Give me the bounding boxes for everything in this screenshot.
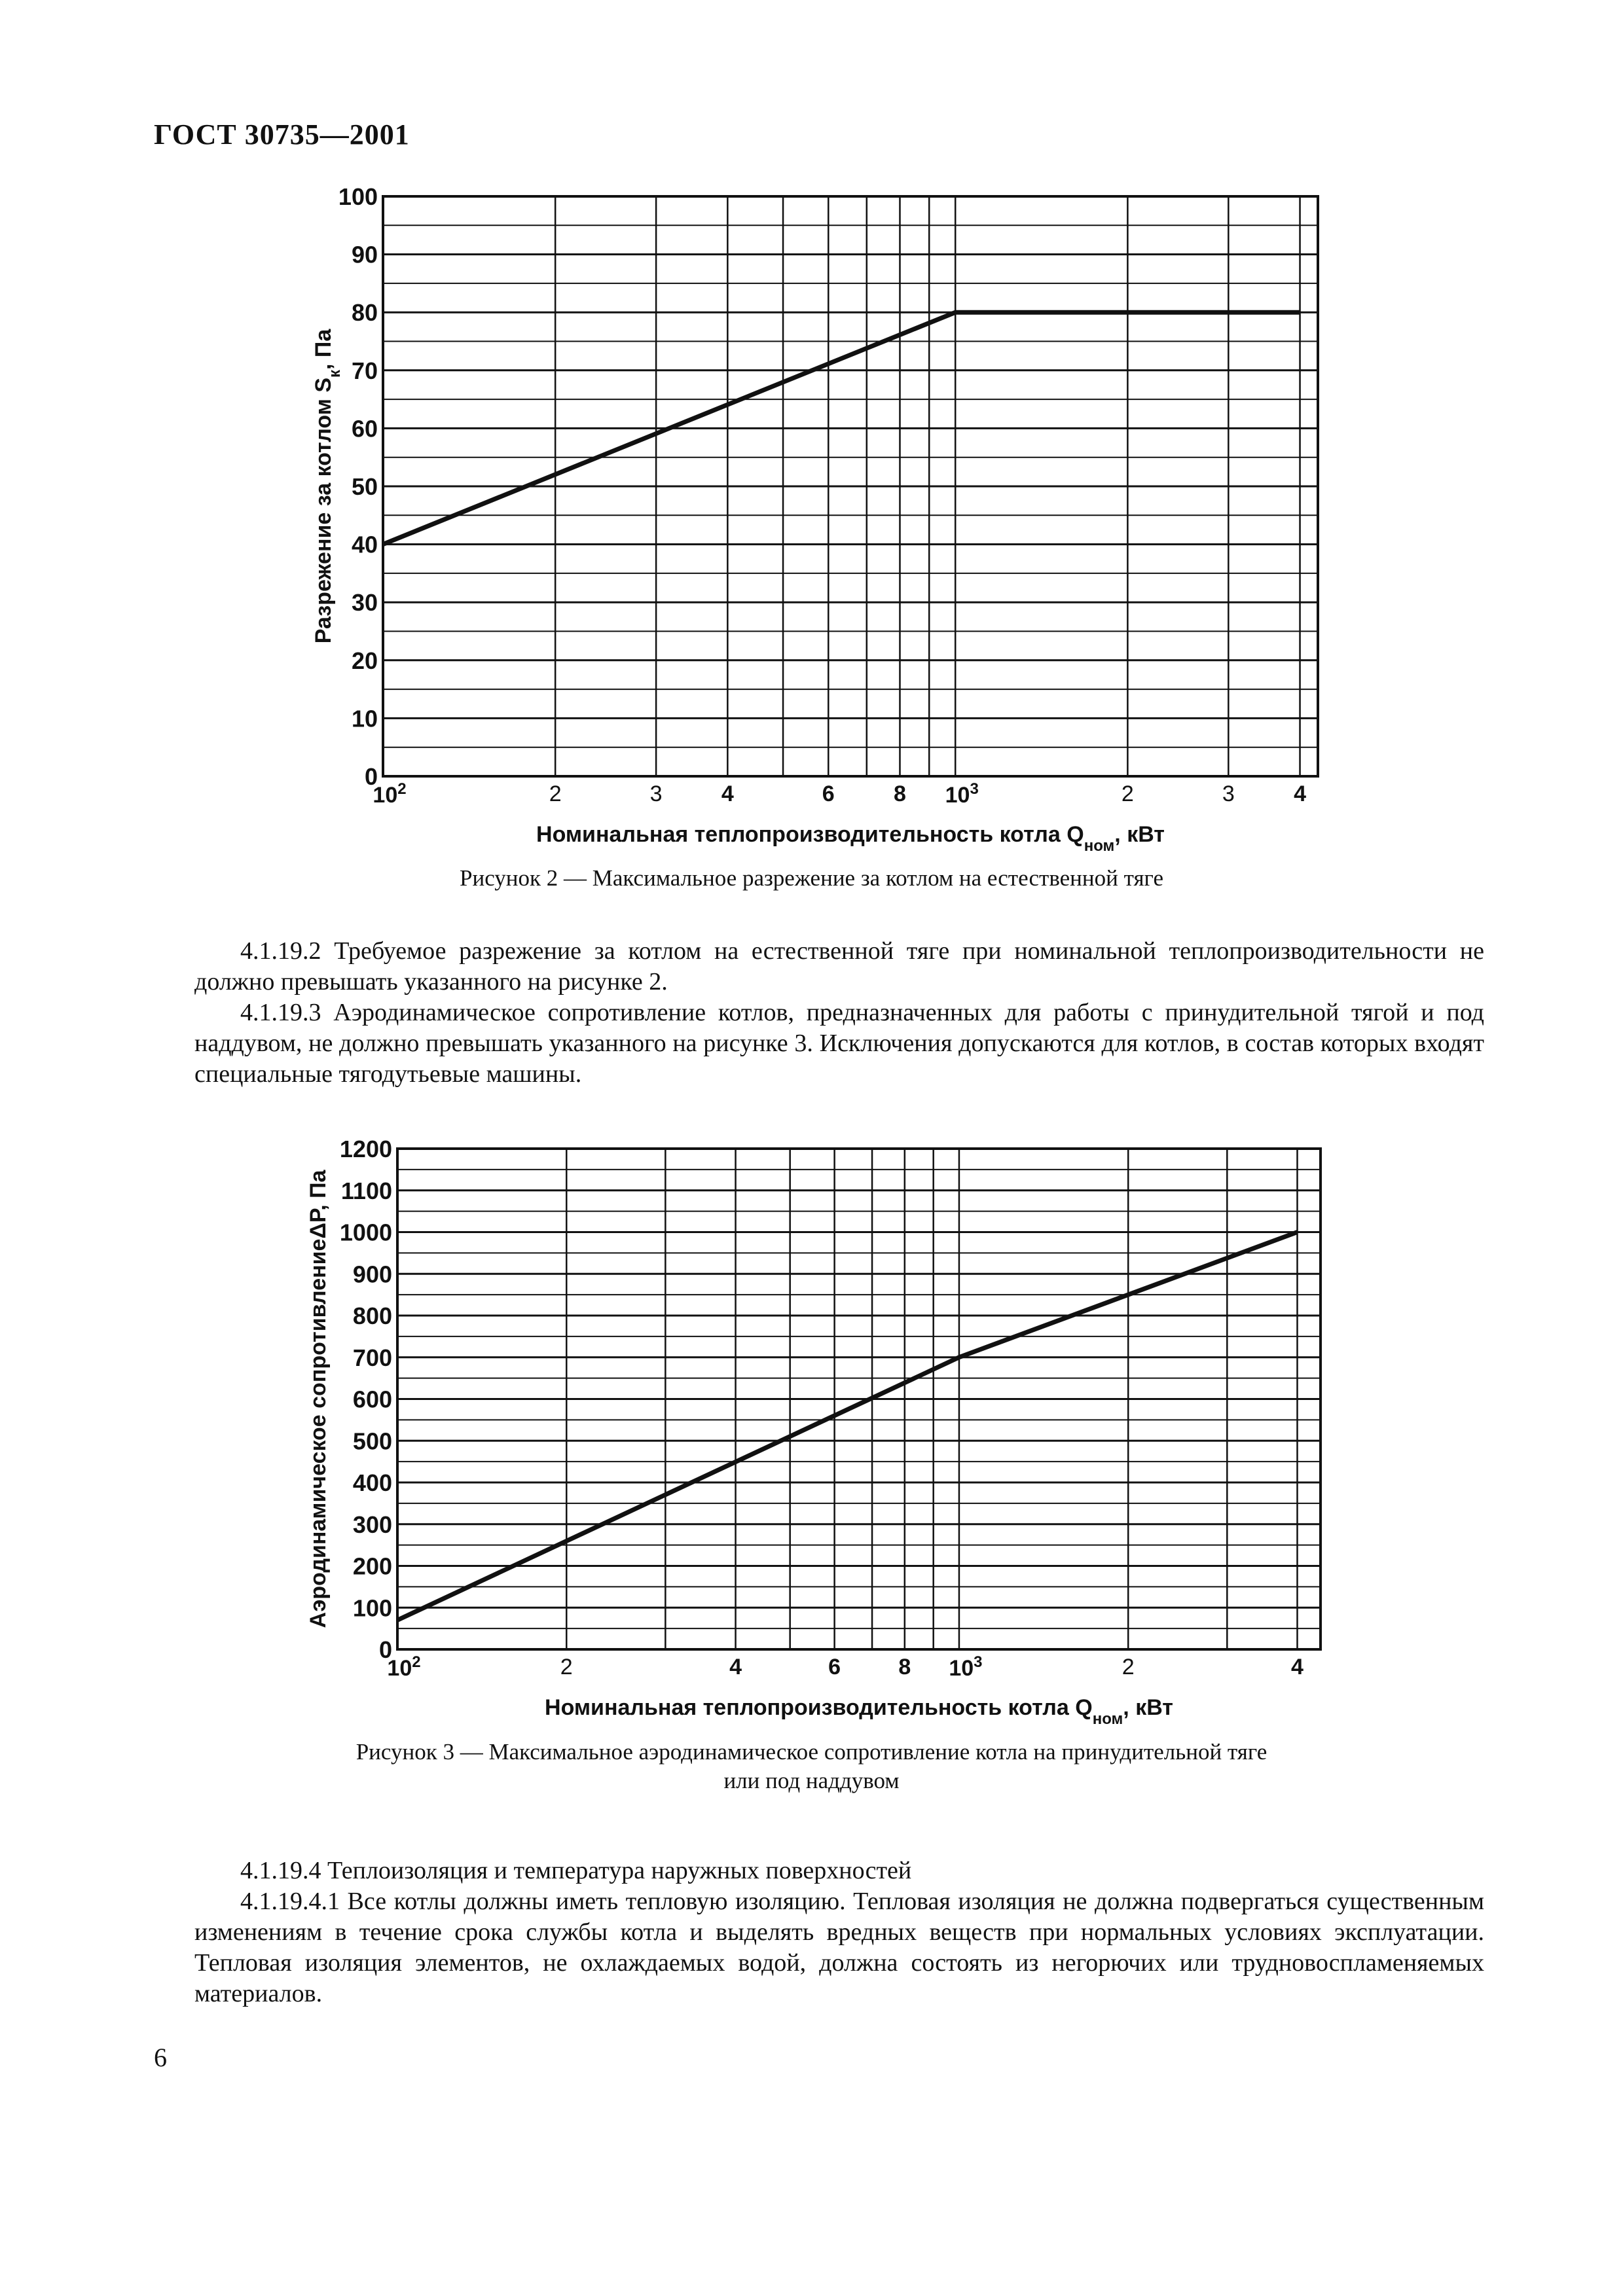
x-origin-label: $10^2$ (373, 780, 407, 808)
x-tick-label: 8 (898, 1655, 911, 1679)
y-tick-label: 300 (352, 1511, 392, 1538)
y-tick-label: 40 (351, 531, 378, 558)
x-mid-label: $10^3$ (945, 780, 979, 808)
y-tick-label: 200 (352, 1552, 392, 1580)
x-axis-label: Номинальная теплопроизводительность котла $Q_{ном}$, кВт (536, 822, 1165, 855)
x-tick-label: 3 (1222, 781, 1235, 806)
x-tick-label: 2 (549, 781, 562, 806)
x-mid-label: $10^3$ (949, 1653, 983, 1681)
y-tick-label: 500 (352, 1427, 392, 1455)
paragraph-4-1-19-2: 4.1.19.2 Требуемое разрежение за котлом на естественной тяге при номинальной теплопроизводительности не должно превышать указанного на рисунке 2. (194, 937, 1484, 996)
y-tick-label: 50 (351, 473, 378, 500)
figure-3-caption (0, 1738, 1623, 1795)
y-tick-label: 90 (351, 241, 378, 268)
document-header: ГОСТ 30735—2001 (154, 118, 410, 151)
x-tick-label: 4 (729, 1655, 742, 1679)
paragraph-block-1 (194, 936, 1484, 1090)
x-tick-label: 4 (721, 781, 734, 806)
series-line (397, 1232, 1297, 1621)
page-number: 6 (154, 2043, 167, 2072)
x-tick-label: 3 (649, 781, 663, 806)
y-tick-label: 60 (351, 415, 378, 442)
y-tick-label: 400 (352, 1469, 392, 1496)
y-tick-label: 900 (352, 1261, 392, 1288)
y-tick-label: 100 (338, 183, 378, 210)
x-tick-label: 4 (1294, 781, 1307, 806)
y-tick-label: 70 (351, 357, 378, 384)
x-tick-label: 4 (1291, 1655, 1304, 1679)
y-tick-label: 1000 (339, 1219, 392, 1246)
y-tick-label: 80 (351, 299, 378, 327)
figure-3-chart (0, 1119, 1623, 1734)
figure-2-chart (0, 164, 1623, 857)
y-tick-label: 100 (352, 1594, 392, 1622)
y-tick-label: 0 (364, 763, 378, 790)
caption-line: или под наддувом (723, 1768, 900, 1793)
figure-2-caption (0, 864, 1623, 893)
x-tick-label: 6 (828, 1655, 841, 1679)
x-tick-label: 8 (894, 781, 906, 806)
y-tick-label: 1200 (339, 1136, 392, 1162)
x-tick-label: 2 (1122, 1655, 1135, 1679)
x-axis-label: Номинальная теплопроизводительность котла $Q_{ном}$, кВт (545, 1695, 1173, 1728)
x-tick-label: 6 (822, 781, 835, 806)
x-origin-label: $10^2$ (387, 1653, 421, 1681)
paragraph-4-1-19-3: 4.1.19.3 Аэродинамическое сопротивление котлов, предназначенных для работы с принудительной тягой и под наддувом, не должно превышать указанного на рисунке 3. Исключения допускаются для котлов, в состав которых входят специальные тягодутьевые машины. (194, 999, 1484, 1088)
y-tick-label: 10 (351, 705, 378, 732)
paragraph-block-2 (194, 1856, 1484, 2009)
x-tick-label: 2 (560, 1655, 573, 1679)
y-tick-label: 800 (352, 1302, 392, 1329)
y-tick-label: 20 (351, 647, 378, 674)
y-tick-label: 30 (351, 589, 378, 617)
y-axis-label: Аэродинамическое сопротивлениеΔP, Па (306, 1170, 331, 1628)
y-tick-label: 0 (378, 1636, 392, 1663)
paragraph-4-1-19-4: 4.1.19.4 Теплоизоляция и температура наружных поверхностей (240, 1857, 912, 1884)
y-tick-label: 700 (352, 1344, 392, 1371)
paragraph-4-1-19-4-1: 4.1.19.4.1 Все котлы должны иметь тепловую изоляцию. Тепловая изоляция не должна подвергаться существенным изменениям в течение срока службы котла и выделять вредных веществ при нормальных условиях эксплуатации. Тепловая изоляция элементов, не охлаждаемых водой, должна состоять из негорючих или трудновоспламеняемых материалов. (194, 1888, 1484, 2007)
y-tick-label: 600 (352, 1386, 392, 1413)
caption-line: Рисунок 3 — Максимальное аэродинамическое сопротивление котла на принудительной тяге (356, 1739, 1267, 1765)
x-tick-label: 2 (1121, 781, 1134, 806)
caption-line: Рисунок 2 — Максимальное разрежение за котлом на естественной тяге (460, 865, 1163, 891)
y-tick-label: 1100 (340, 1177, 392, 1204)
y-axis-label: Разрежение за котлом $S_к$, Па (311, 329, 344, 644)
